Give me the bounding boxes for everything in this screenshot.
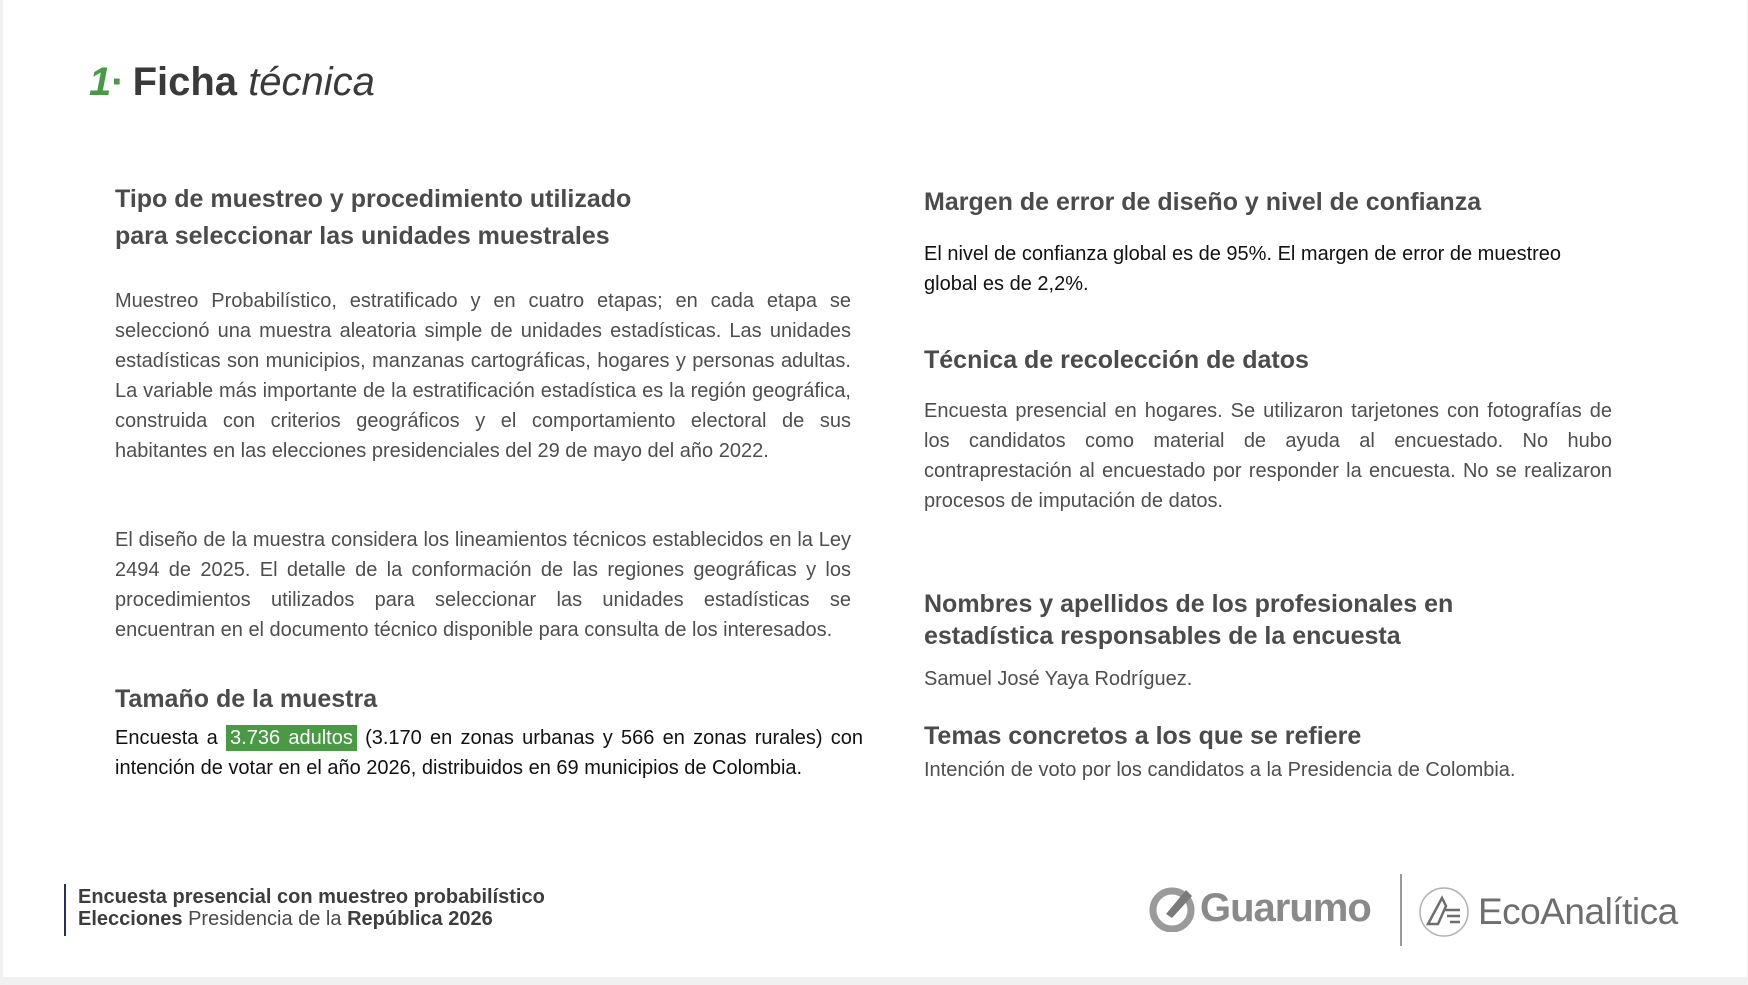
logo-separator <box>1400 874 1402 946</box>
partner-logos <box>1148 870 1688 948</box>
technique-text: Encuesta presencial en hogares. Se utilizaron tarjetones con fotografías de los candidatos como material de ayuda al encuestado. No hubo contraprestación al encuestado por responder la encuesta. No se realizaron procesos de imputación de datos. <box>924 400 1612 512</box>
guarumo-logo: Guarumo <box>1148 884 1371 932</box>
title-word-bold: Ficha <box>132 60 238 104</box>
sample-size-heading: Tamaño de la muestra <box>115 685 378 713</box>
topics-text: Intención de voto por los candidatos a la Presidencia de Colombia. <box>924 759 1516 781</box>
sampling-paragraph-1: Muestreo Probabilístico, estratificado y en cuatro etapas; en cada etapa se seleccionó una muestra aleatoria simple de unidades estadísticas. Las unidades estadísticas son municipios, manzanas cartográficas, hogares y personas adultas. La variable más importante de la estratificación estadística es la región geográfica, construida con criterios geográficos y el comportamiento electoral de sus habitantes en las elecciones presidenciales del 29 de mayo del año 2022. <box>115 290 851 462</box>
sampling-heading: Tipo de muestreo y procedimiento utilizado para seleccionar las unidades muestrales <box>115 185 632 250</box>
footer-accent-bar <box>64 884 66 936</box>
sample-size-text: Encuesta a 3.736 adultos (3.170 en zonas urbanas y 566 en zonas rurales) con intención de votar en el año 2026, distribuidos en 69 municipios de Colombia. <box>115 727 863 779</box>
title-separator: · <box>111 60 125 104</box>
title-word-italic: técnica <box>248 60 375 104</box>
margin-text: El nivel de confianza global es de 95%. El margen de error de muestreo global es de 2,2%. <box>924 243 1562 295</box>
slide <box>3 0 1747 977</box>
ecoanalitica-logo: EcoAnalítica <box>1418 886 1678 938</box>
page-title <box>89 60 375 105</box>
ecoanalitica-logo-icon <box>1418 886 1470 938</box>
professionals-heading: Nombres y apellidos de los profesionales en estadística responsables de la encuesta <box>924 590 1454 650</box>
footer-caption: Encuesta presencial con muestreo probabilístico Elecciones Presidencia de la República 2026 <box>78 886 545 930</box>
topics-heading: Temas concretos a los que se refiere <box>924 722 1362 750</box>
sample-size-highlight: 3.736 adultos <box>226 725 357 751</box>
professionals-text: Samuel José Yaya Rodríguez. <box>924 668 1193 690</box>
technique-heading: Técnica de recolección de datos <box>924 346 1309 374</box>
margin-heading: Margen de error de diseño y nivel de confianza <box>924 188 1482 216</box>
sampling-paragraph-2: El diseño de la muestra considera los lineamientos técnicos establecidos en la Ley 2494 de 2025. El detalle de la conformación de las regiones geográficas y los procedimientos utilizados para seleccionar las unidades estadísticas se encuentran en el documento técnico disponible para consulta de los interesados. <box>115 529 851 641</box>
title-number: 1 <box>89 60 112 104</box>
guarumo-logo-icon <box>1148 884 1196 932</box>
